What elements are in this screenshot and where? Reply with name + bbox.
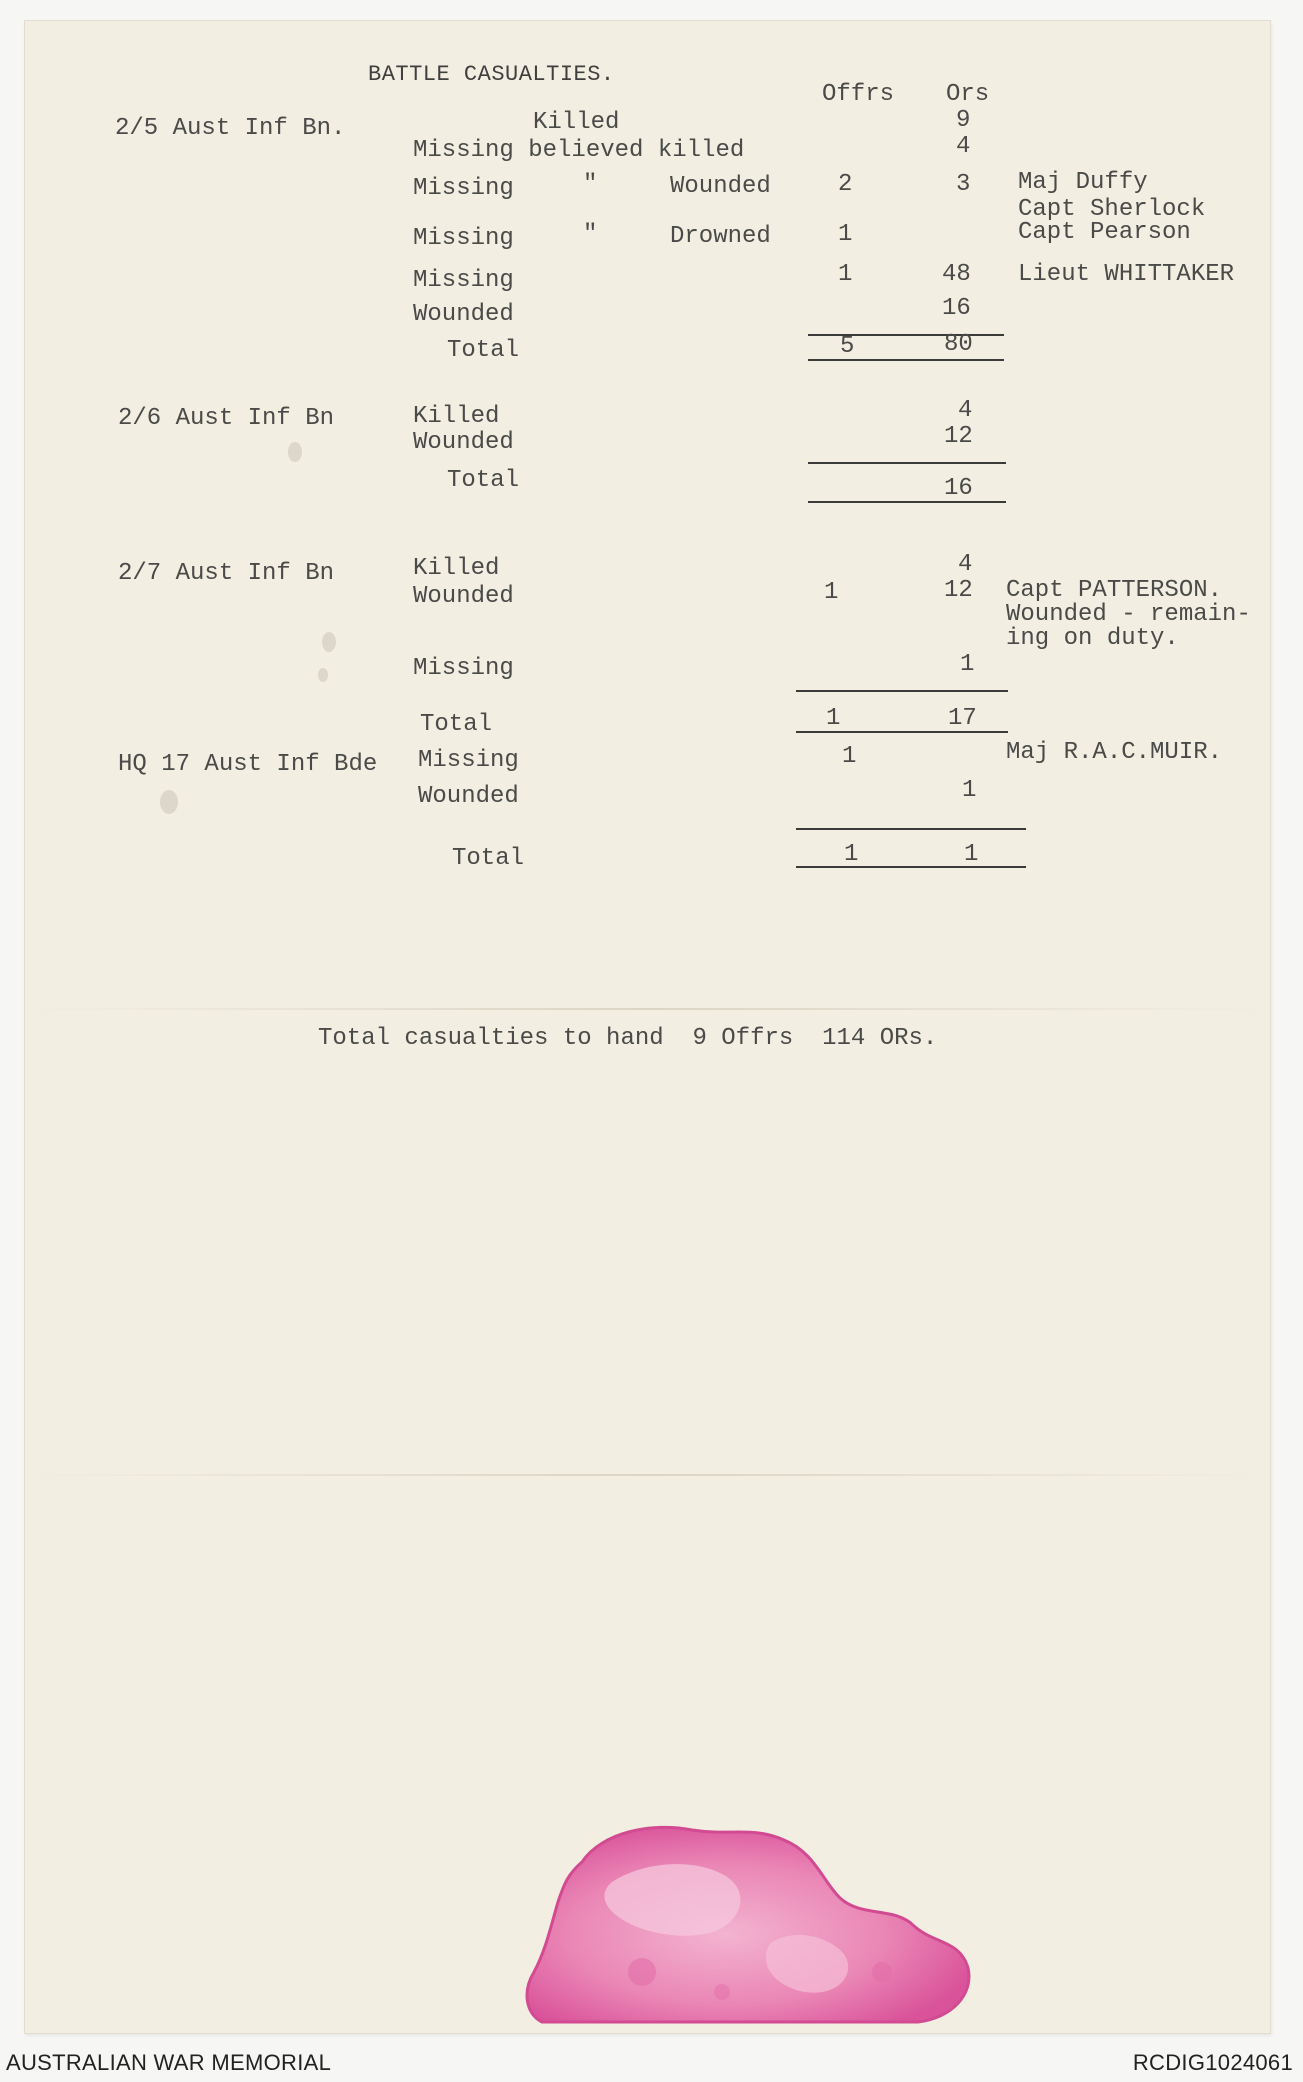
ditto-mark: " [583, 221, 598, 248]
ors-value: 3 [956, 171, 971, 198]
ors-value: 9 [956, 107, 971, 134]
total-label: Total [447, 337, 520, 364]
ditto-mark: " [583, 171, 598, 198]
total-summary: Total casualties to hand 9 Offrs 114 ORs. [318, 1025, 938, 1052]
ink-smudge [322, 632, 336, 652]
casualty-note: Wounded - remain- [1006, 601, 1251, 628]
row-label: Missing [418, 747, 519, 774]
ink-smudge [288, 442, 302, 462]
ors-value: 48 [942, 261, 971, 288]
total-rule [808, 462, 1006, 464]
row-label: Killed [413, 403, 500, 430]
ors-total: 1 [964, 841, 979, 868]
unit-name: 2/6 Aust Inf Bn [118, 405, 335, 432]
ors-value: 4 [958, 551, 973, 578]
unit-name: 2/5 Aust Inf Bn. [115, 115, 346, 142]
ors-value: 1 [960, 651, 975, 678]
total-rule [808, 334, 1004, 336]
ors-total: 16 [944, 475, 973, 502]
casualty-name: Capt PATTERSON. [1006, 577, 1223, 604]
offrs-value: 1 [838, 221, 853, 248]
row-sublabel: Drowned [670, 223, 771, 250]
casualty-name: Lieut WHITTAKER [1018, 261, 1235, 288]
document-title: BATTLE CASUALTIES. [368, 62, 615, 87]
total-label: Total [452, 845, 525, 872]
row-label: Killed [413, 555, 500, 582]
total-underline [808, 359, 1004, 361]
offrs-total: 1 [844, 841, 859, 868]
offrs-value: 2 [838, 171, 853, 198]
row-label: Wounded [418, 783, 519, 810]
pink-seal-stamp [522, 1822, 974, 2024]
row-label: Missing [413, 655, 514, 682]
row-label: Wounded [413, 583, 514, 610]
column-header-offrs: Offrs [822, 81, 895, 108]
offrs-value: 1 [842, 743, 857, 770]
total-underline [808, 501, 1006, 503]
row-sublabel: Wounded [670, 173, 771, 200]
ors-value: 16 [942, 295, 971, 322]
unit-name: 2/7 Aust Inf Bn [118, 560, 335, 587]
casualty-name: Maj Duffy [1018, 169, 1148, 196]
total-label: Total [447, 467, 520, 494]
casualty-note: ing on duty. [1006, 625, 1179, 652]
archive-credit: AUSTRALIAN WAR MEMORIAL [6, 2050, 332, 2075]
row-label: Missing [413, 225, 514, 252]
total-underline [796, 731, 1008, 733]
unit-name: HQ 17 Aust Inf Bde [118, 751, 378, 778]
ors-value: 4 [956, 133, 971, 160]
archive-reference-id: RCDIG1024061 [1132, 2050, 1293, 2075]
total-underline [796, 866, 1026, 868]
total-label: Total [420, 711, 493, 738]
ors-value: 1 [962, 777, 977, 804]
total-rule [796, 828, 1026, 830]
casualty-name: Maj R.A.C.MUIR. [1006, 739, 1223, 766]
total-rule [796, 690, 1008, 692]
row-label: Missing believed killed [413, 137, 745, 164]
ors-value: 12 [944, 423, 973, 450]
row-label: Missing [413, 267, 514, 294]
ors-total: 17 [948, 705, 977, 732]
row-label: Killed [533, 109, 620, 136]
offrs-total: 5 [840, 333, 855, 360]
ors-value: 12 [944, 577, 973, 604]
column-header-ors: Ors [946, 81, 990, 108]
paper-fold-line [24, 1474, 1269, 1476]
ors-value: 4 [958, 397, 973, 424]
row-label: Missing [413, 175, 514, 202]
paper-fold-line [24, 1008, 1269, 1010]
row-label: Wounded [413, 429, 514, 456]
casualty-name: Capt Sherlock [1018, 196, 1206, 223]
offrs-total: 1 [826, 705, 841, 732]
offrs-value: 1 [838, 261, 853, 288]
ors-total: 80 [944, 331, 973, 358]
ink-smudge [160, 790, 178, 814]
ink-smudge [318, 668, 328, 682]
offrs-value: 1 [824, 579, 839, 606]
casualty-name: Capt Pearson [1018, 219, 1191, 246]
row-label: Wounded [413, 301, 514, 328]
